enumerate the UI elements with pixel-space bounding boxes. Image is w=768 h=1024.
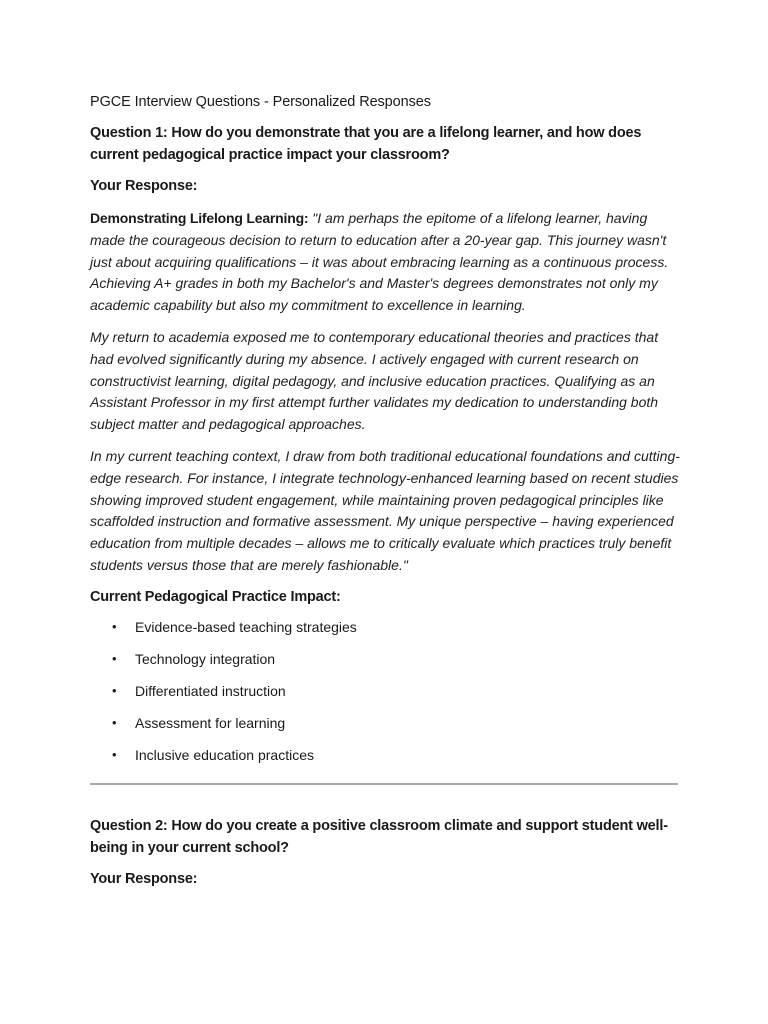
impact-list (90, 617, 680, 777)
bullet-icon: • (112, 650, 117, 666)
list-item (90, 713, 680, 745)
document-page (90, 92, 680, 901)
section-divider (90, 783, 678, 785)
teaching-context-paragraph: In my current teaching context, I draw from both traditional educational foundations and cutting-edge research. For instance, I integrate technology-enhanced learning based on recent studies showing improved student engagement, while maintaining proven pedagogical principles like scaffolded instruction and formative assessment. My unique perspective – having experienced education from multiple decades – allows me to critically evaluate which practices truly benefit students versus those that are merely fashionable." (90, 447, 680, 573)
bullet-icon: • (112, 618, 117, 634)
list-item-text: Evidence-based teaching strategies (135, 618, 357, 635)
question-1-response-label: Your Response: (90, 178, 198, 194)
academia-return-paragraph: My return to academia exposed me to contemporary educational theories and practices that had evolved significantly during my absence. I actively engaged with current research on constructivist learning, digital pedagogy, and inclusive education practices. Qualifying as an Assistant Professor in my first attempt further validates my dedication to understanding both subject matter and pedagogical approaches. (90, 328, 659, 433)
question-1-heading: Question 1: How do you demonstrate that you are a lifelong learner, and how does current pedagogical practice impact your classroom? (90, 125, 642, 163)
bullet-icon: • (112, 746, 117, 762)
list-item (90, 745, 680, 777)
list-item-text: Technology integration (135, 650, 276, 667)
question-2-heading: Question 2: How do you create a positive classroom climate and support student well-being in your current school? (90, 817, 668, 856)
impact-heading: Current Pedagogical Practice Impact: (90, 588, 341, 605)
list-item (90, 649, 680, 681)
bullet-icon: • (112, 714, 117, 730)
bullet-icon: • (112, 682, 117, 698)
document-title: PGCE Interview Questions - Personalized Responses (90, 94, 431, 110)
question-2-response-label: Your Response: (90, 870, 198, 887)
list-item-text: Inclusive education practices (135, 746, 314, 763)
list-item (90, 681, 680, 713)
lifelong-learning-paragraph (90, 208, 680, 317)
list-item (90, 617, 680, 649)
lifelong-learning-text: "I am perhaps the epitome of a lifelong learner, having made the courageous decision to return to education after a 20-year gap. This journey wasn't just about acquiring qualifications – it was about embracing learning as a continuous process. Achieving A+ grades in both my Bachelor's and Master's degrees demonstrates not only my academic capability but also my commitment to excellence in learning. (90, 210, 669, 314)
list-item-text: Differentiated instruction (135, 682, 286, 699)
lifelong-learning-lead: Demonstrating Lifelong Learning: (90, 210, 309, 226)
list-item-text: Assessment for learning (135, 714, 286, 731)
